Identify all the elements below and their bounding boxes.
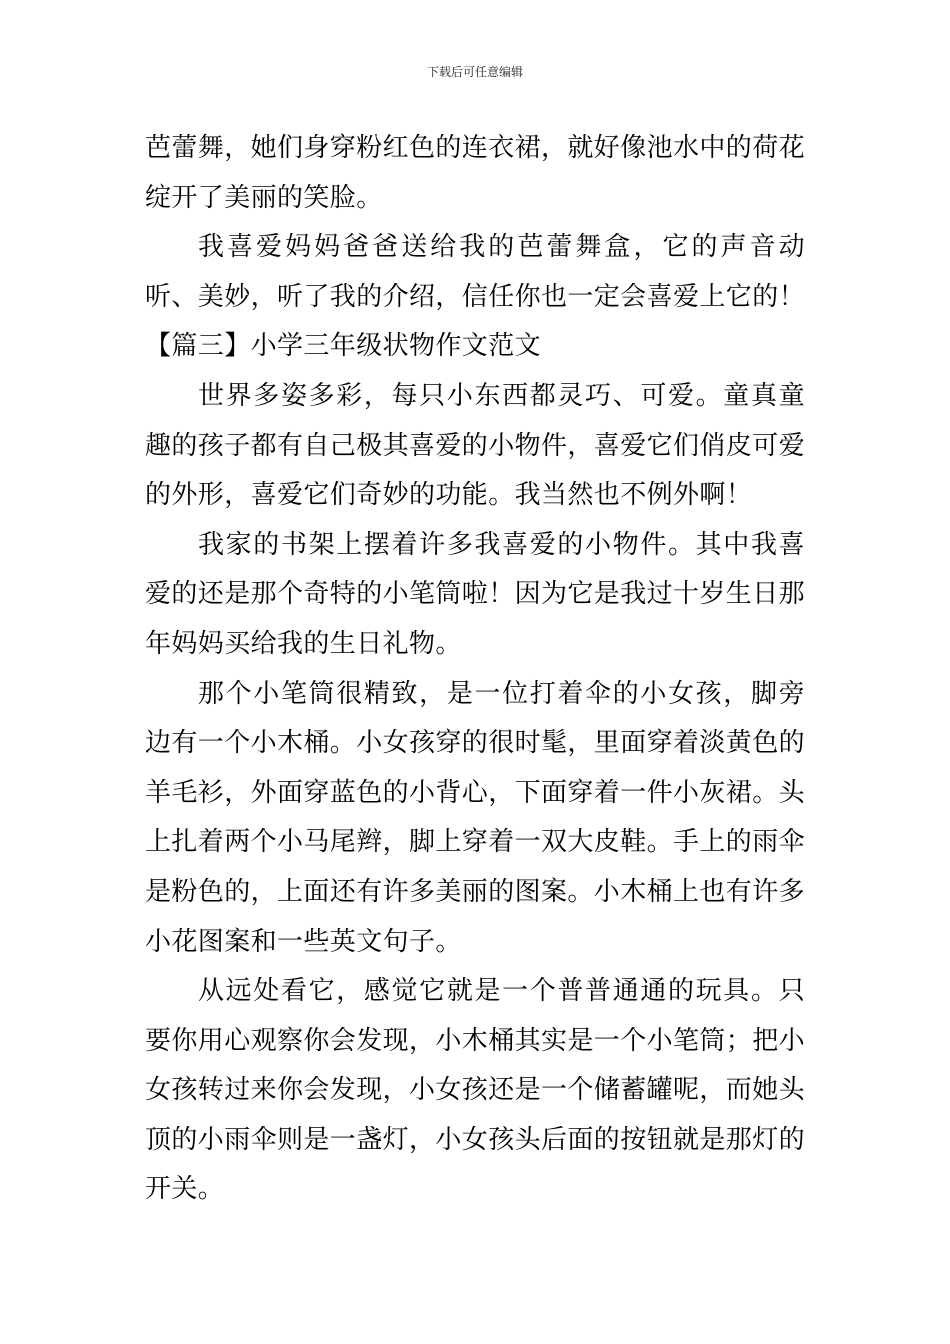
page-header: 下载后可任意编辑 <box>426 65 523 79</box>
paragraph-2: 我喜爱妈妈爸爸送给我的芭蕾舞盒，它的声音动听、美妙，听了我的介绍，信任你也一定会喜爱上它的！【篇三】小学三年级状物作文范文 <box>145 232 806 362</box>
paragraph-6: 从远处看它，感觉它就是一个普普通通的玩具。只要你用心观察你会发现，小木桶其实是一个小笔筒；把小女孩转过来你会发现，小女孩还是一个储蓄罐呢，而她头顶的小雨伞则是一盏灯，小女孩头后面的按钮就是那灯的开关。 <box>145 976 806 1205</box>
paragraph-1: 芭蕾舞，她们身穿粉红色的连衣裙，就好像池水中的荷花绽开了美丽的笑脸。 <box>145 133 806 213</box>
document-body <box>145 124 805 1215</box>
paragraph-3: 世界多姿多彩，每只小东西都灵巧、可爱。童真童趣的孩子都有自己极其喜爱的小物件，喜爱它们俏皮可爱的外形，喜爱它们奇妙的功能。我当然也不例外啊！ <box>145 380 806 511</box>
paragraph-5: 那个小笔筒很精致，是一位打着伞的小女孩，脚旁边有一个小木桶。小女孩穿的很时髦，里面穿着淡黄色的羊毛衫，外面穿蓝色的小背心，下面穿着一件小灰裙。头上扎着两个小马尾辫，脚上穿着一双大皮鞋。手上的雨伞是粉色的，上面还有许多美丽的图案。小木桶上也有许多小花图案和一些英文句子。 <box>145 678 806 957</box>
paragraph-4: 我家的书架上摆着许多我喜爱的小物件。其中我喜爱的还是那个奇特的小笔筒啦！因为它是我过十岁生日那年妈妈买给我的生日礼物。 <box>145 529 806 659</box>
